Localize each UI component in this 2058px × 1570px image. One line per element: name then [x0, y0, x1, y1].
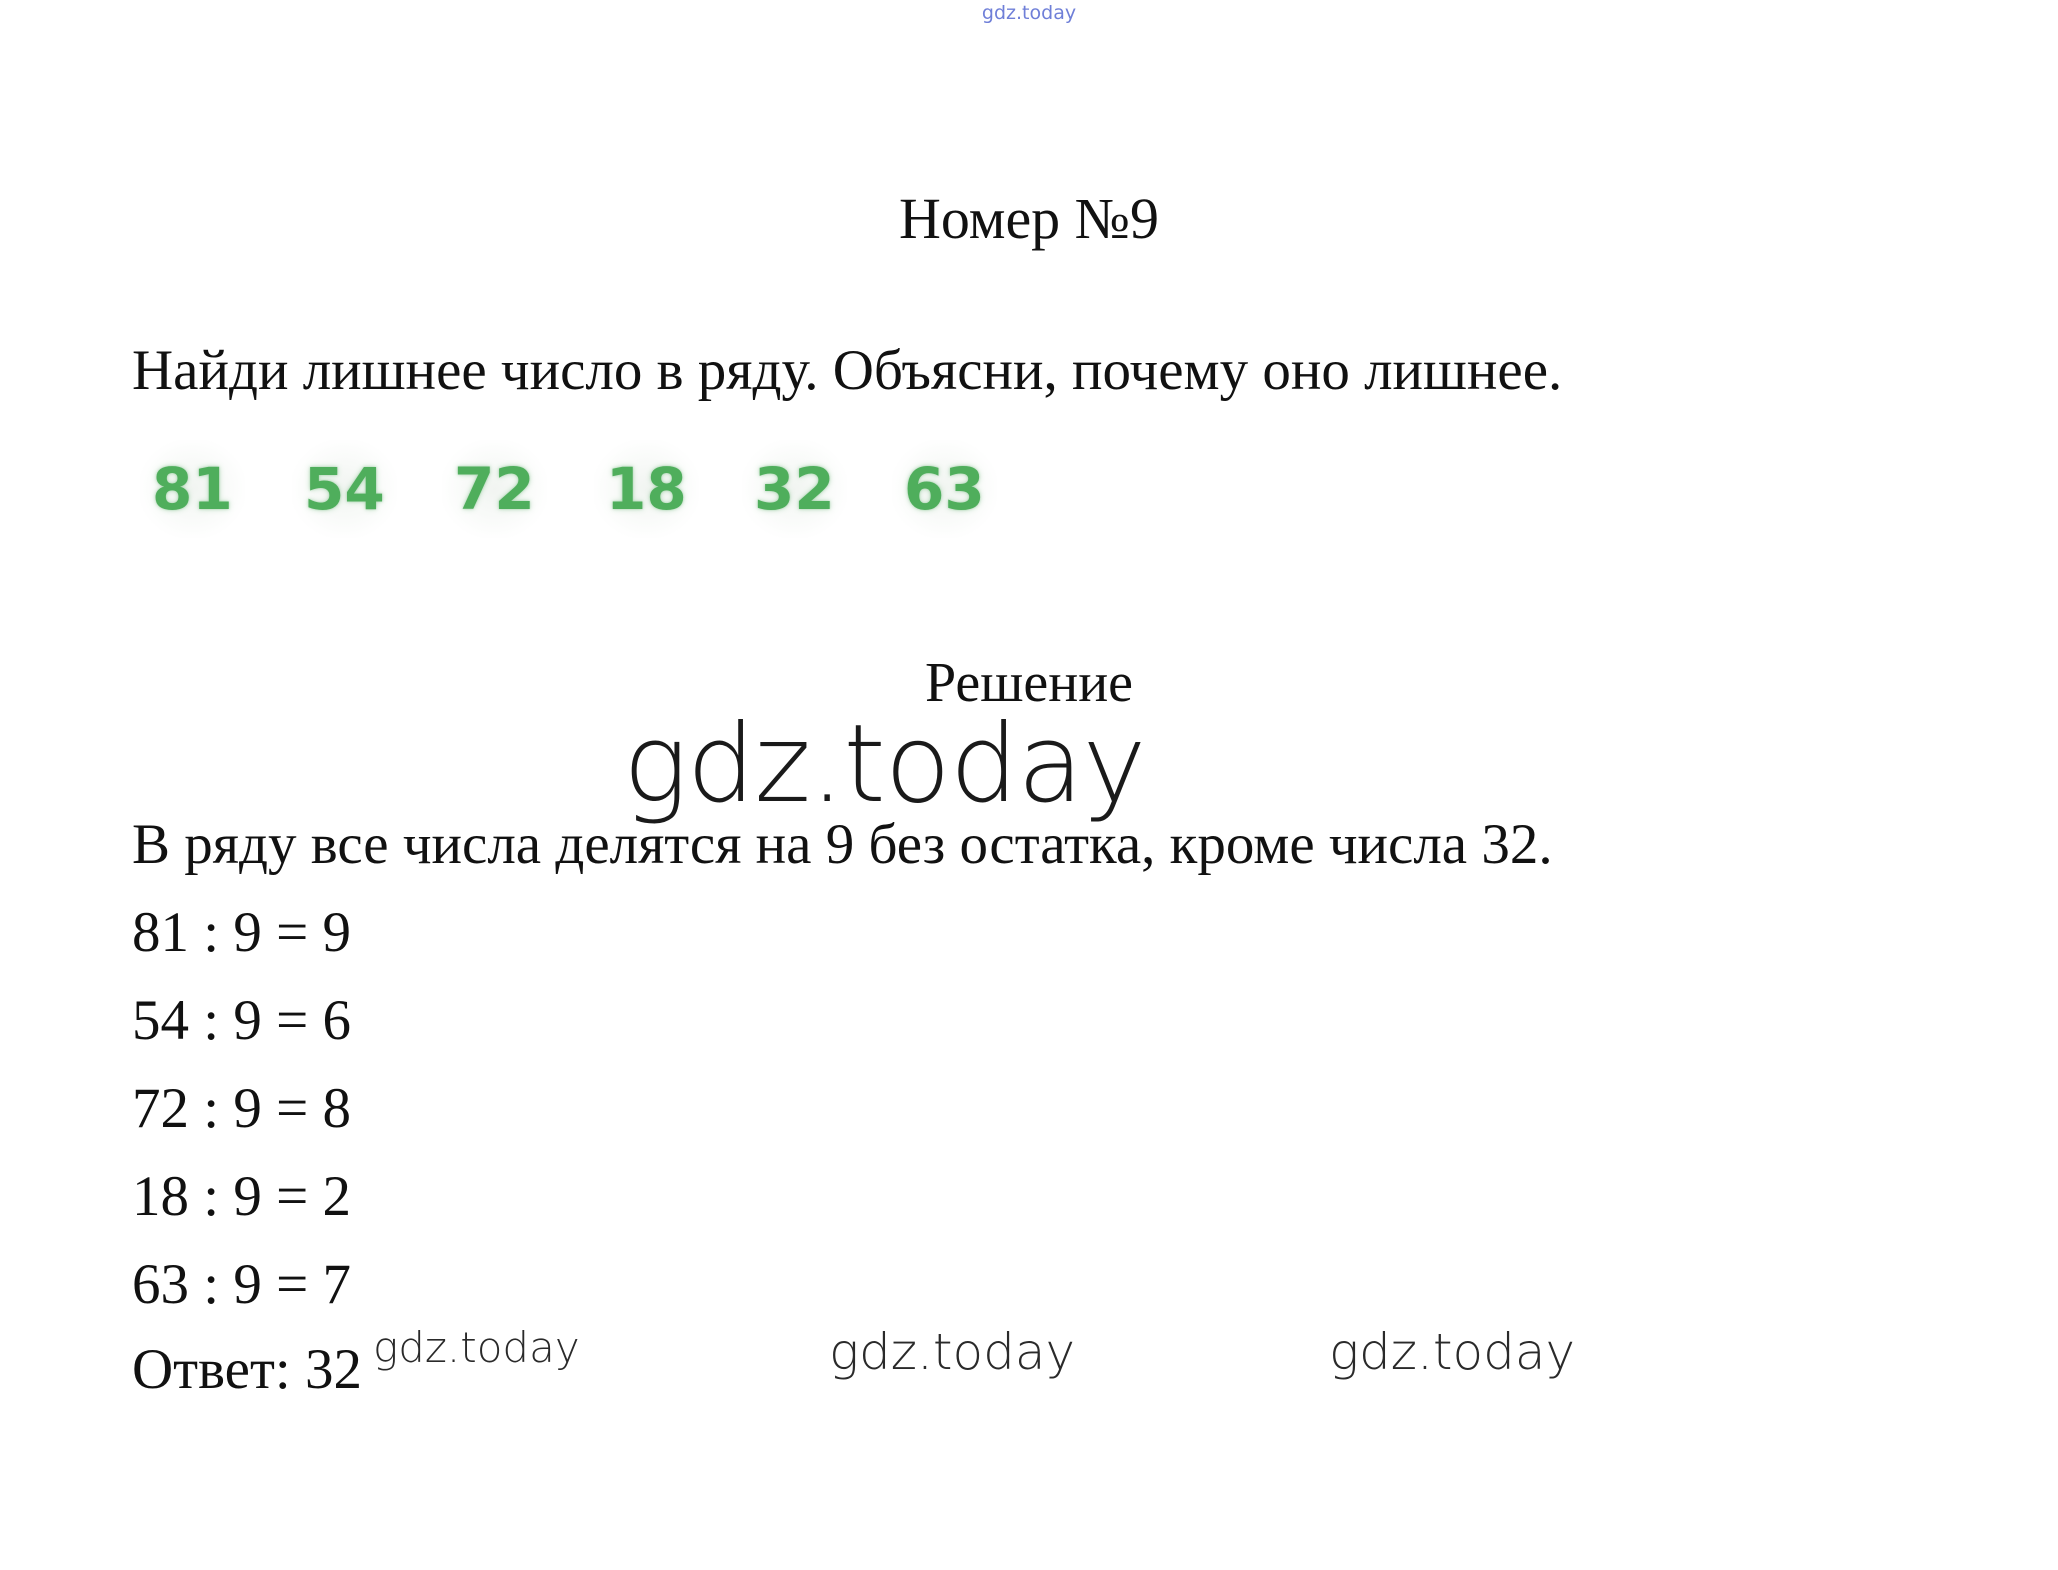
- number-item: 72: [442, 440, 547, 538]
- task-text: Найди лишнее число в ряду. Объясни, почему оно лишнее.: [132, 339, 1563, 402]
- watermark-small: gdz.today: [373, 1323, 580, 1372]
- number-item: 81: [140, 440, 245, 538]
- number-item: 63: [892, 440, 997, 538]
- top-watermark: gdz.today: [981, 2, 1077, 24]
- answer-text: Ответ: 32: [132, 1338, 362, 1401]
- watermark-small: gdz.today: [1329, 1323, 1576, 1381]
- equation-line: 18 : 9 = 2: [132, 1165, 351, 1228]
- number-item: 32: [742, 440, 847, 538]
- equation-line: 63 : 9 = 7: [132, 1253, 351, 1316]
- number-item: 54: [292, 440, 397, 538]
- explanation-text: В ряду все числа делятся на 9 без остатка, кроме числа 32.: [132, 813, 1553, 876]
- numbers-row: [140, 440, 1000, 540]
- page-title: Номер №9: [898, 186, 1160, 251]
- equation-line: 72 : 9 = 8: [132, 1077, 351, 1140]
- number-item: 18: [594, 440, 699, 538]
- equation-line: 81 : 9 = 9: [132, 901, 351, 964]
- watermark-large: gdz.today: [623, 702, 1146, 827]
- solution-heading: Решение: [924, 652, 1134, 714]
- watermark-small: gdz.today: [829, 1323, 1076, 1381]
- equation-line: 54 : 9 = 6: [132, 989, 351, 1052]
